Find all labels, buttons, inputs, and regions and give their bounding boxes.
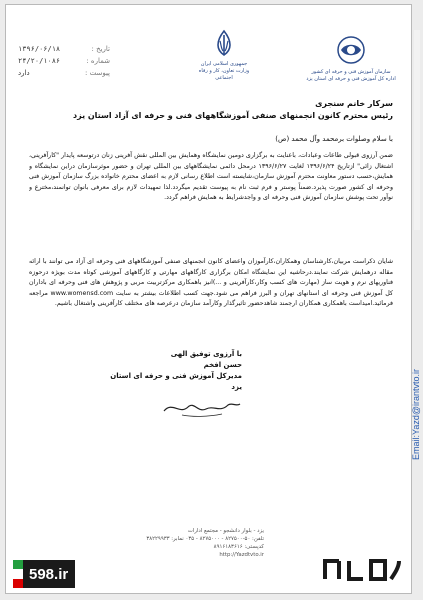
598-badge[interactable] <box>13 560 75 588</box>
signature-line-2: حسن افخم <box>203 361 242 369</box>
attachment-value: دارد <box>18 69 30 77</box>
logo-caption-2: اداره کل آموزش فنی و حرفه ای استان یزد <box>306 76 396 82</box>
date-value: ۱۳۹۶/۰۶/۱۸ <box>18 45 61 53</box>
598-logo-icon <box>315 553 403 591</box>
date-label: تاریخ : <box>91 45 110 53</box>
handwritten-signature <box>162 397 242 419</box>
tvto-logo <box>301 35 401 83</box>
iran-emblem <box>194 29 254 82</box>
side-watermark-icon <box>412 30 422 230</box>
paragraph-1: ضمن آرزوی قبولی طاعات وعبادات، باعنایت به برگزاری دومین نمایشگاه وهمایش بین المللی نقش آفرینی زنان درتوسعه پایدار "کارآفرینی، اشتغال زائی" ازتاریخ ۱۳۹۶/۶/۲۴ لغایت ۱۳۹۶/۶/۲۷ درمحل دائمی نمایشگاههای بین المللی تهران و حضور موثرسازمان دراین نمایشگاه و همایش،حسب دستور معاونت محترم آموزش سازمان،شایسته است اطلاع رسانی لازم به اعضای محترم خانواده بزرگ سازمان آموزش فنی وحرفه ای کشور صورت پذیرد.ضمناً پوستر و فرم ثبت نام به پیوست تقدیم میگردد.لذا تمهیدات لازم برای معرفی بانوان توانمند،مخترع و نوآور تحت پوشش سازمان آموزش فنی وحرفه ای و واجدشرایط به همایش فراهم گردد. <box>29 152 393 202</box>
signature-line-1: با آرزوی توفیق الهی <box>170 350 242 358</box>
signature-line-3: مدیرکل آموزش فنی و حرفه ای استان یزد <box>110 372 242 391</box>
number-label: شماره : <box>86 57 110 65</box>
emblem-icon <box>213 29 235 57</box>
letter-page <box>5 4 412 594</box>
iran-flag-icon <box>13 560 23 588</box>
paragraph-2: شایان ذکراست مربیان،کارشناسان وهمکاران،کارآموزان واعضای کانون انجمنهای صنفی آموزشگاههای فنی وحرفه ای آزاد می توانند با ارائه مقاله درهمایش شرکت نمایند.درحاشیه این نمایشگاه امکان برگزاری کارگاههای مهارتی و کارگاههای آموزشی کوتاه مدت بویژه درحوزه فناوریهای نرم و هویت ساز (مهارت های کسب وکار،کارآفرینی و ...)انیز باهمکاری مرکزتربیت مربی و پژوهش های فنی وحرفه ای باداران کل آموزش فنی وحرفه ای استانهای تهران و البرز فراهم می شود.جهت کسب اطلاعات بیشتر به سایت www.womensd.com مراجعه فرمائید.امیداست باهمکاری همکاران ارجمند شاهدحضور تاثیرگذار وکارآمد سازمان درعرصه های مختلف کارآفرینی واشتغال باشیم. <box>29 258 393 308</box>
footer-address: یزد - بلوار دانشجو - مجتمع ادارات <box>187 528 264 534</box>
letter-meta <box>18 43 110 79</box>
logo-caption-1: سازمان آموزش فنی و حرفه ای کشور <box>311 69 391 75</box>
emblem-caption-1: جمهوری اسلامی ایران <box>200 61 248 67</box>
side-band <box>411 0 423 600</box>
tvto-logo-icon <box>331 35 371 65</box>
addressee-name: سرکار خانم سنجری <box>315 99 393 108</box>
number-value: ۲۴/۲۰/۱۰۸۶ <box>18 57 61 65</box>
598-badge-text: 598.ir <box>29 565 69 583</box>
footer-website[interactable]: http://Yazdtvto.ir <box>219 552 264 558</box>
side-email: Email:Yazd@irantvto.ir <box>411 369 421 460</box>
footer-tel: تلفن: ۵۰-۸۲۷۵۰۰ - ۸۲۷۵۰۰۰ - ۰۳۵ نمابر: ۳۸۲۲۹۹۳۳ <box>146 536 264 542</box>
attachment-label: پیوست : <box>85 69 110 77</box>
signature-block <box>102 349 242 423</box>
footer <box>114 527 264 559</box>
addressee-title: رئیس محترم کانون انجمنهای صنفی آموزشگاههای فنی و حرفه ای آزاد استان یزد <box>72 111 393 120</box>
footer-postal: کدپستی: ۸۹۱۶۱۸۳۶۱۶ <box>213 544 264 550</box>
greeting: با سلام وصلوات برمحمد وآل محمد (ص) <box>275 135 393 143</box>
emblem-caption-2: وزارت تعاون، کار و رفاه اجتماعی <box>198 68 250 81</box>
